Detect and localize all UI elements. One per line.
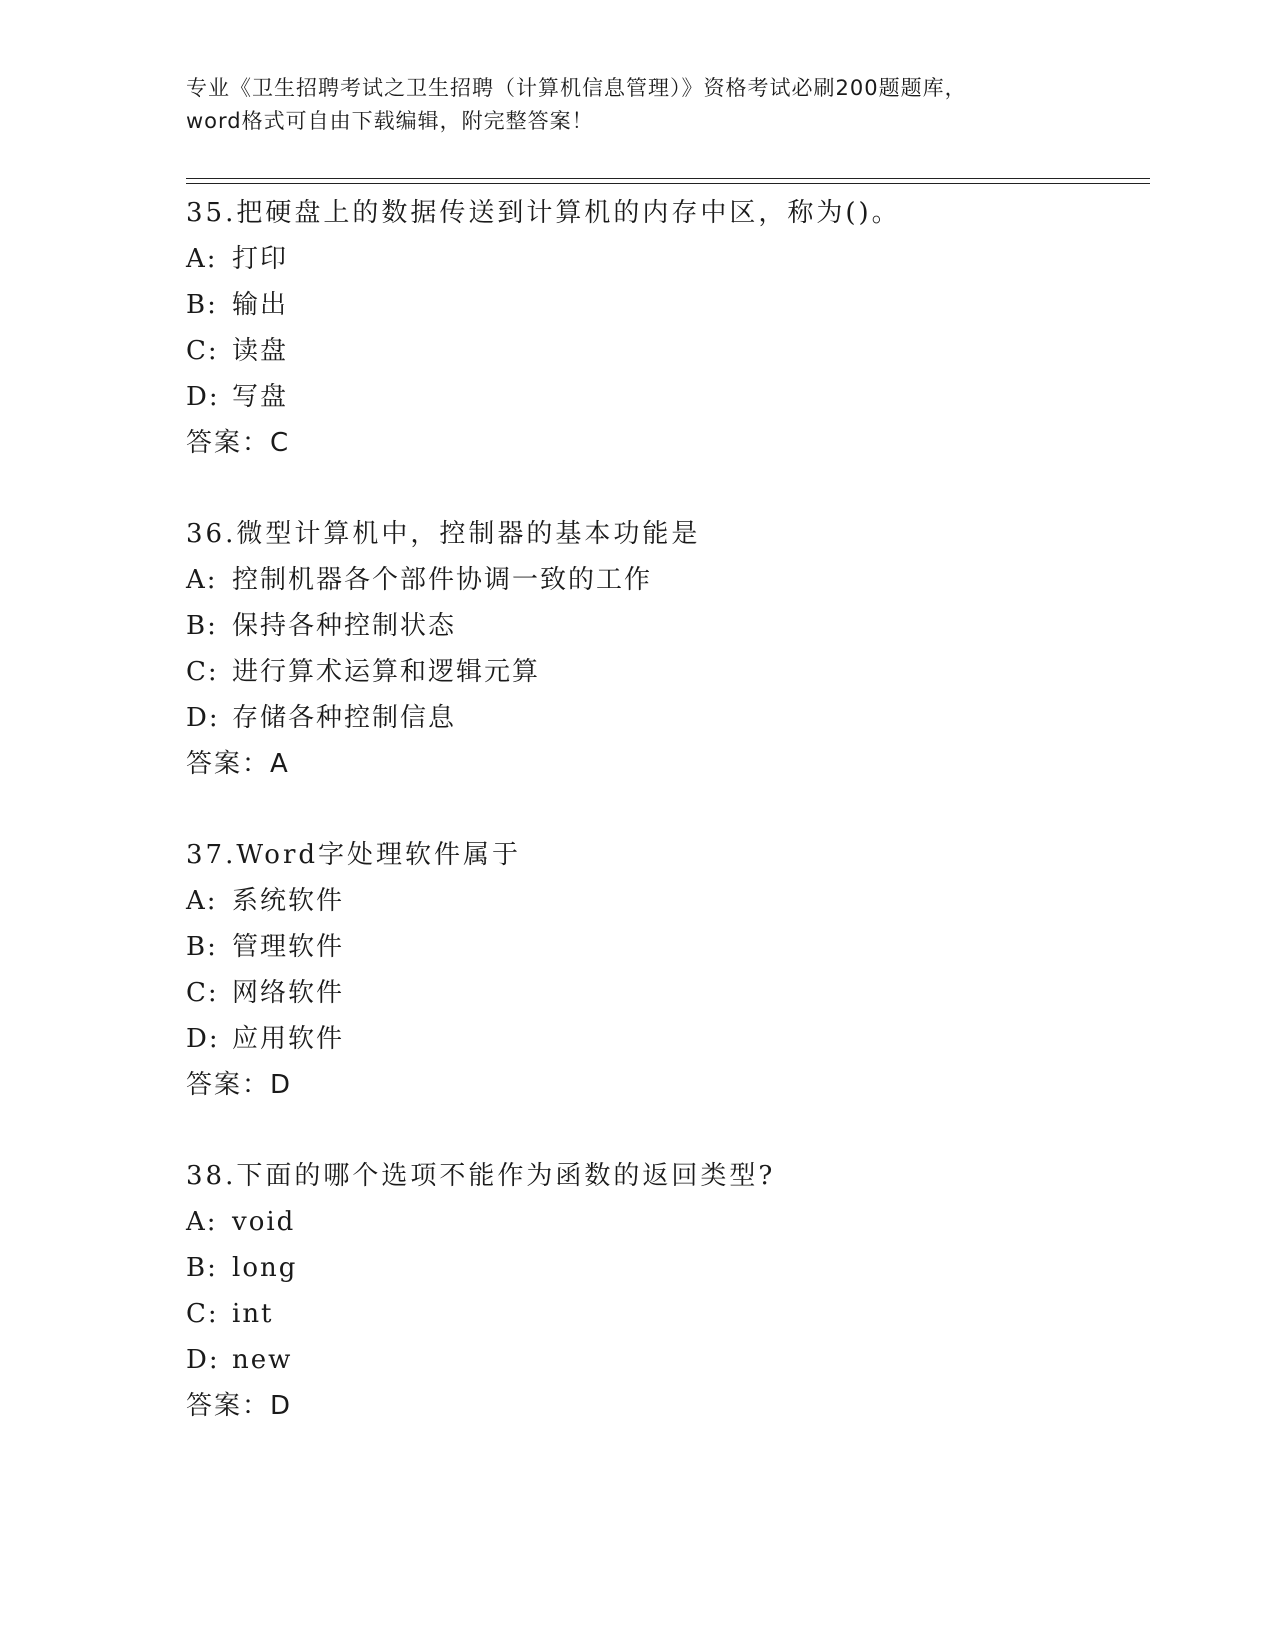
- option-c: [186, 970, 1146, 1016]
- option-a: [186, 878, 1146, 924]
- option-text: 系统软件: [232, 886, 345, 916]
- option-letter: A:: [186, 565, 218, 595]
- option-letter: D:: [186, 382, 220, 412]
- option-text: new: [232, 1345, 293, 1375]
- option-letter: C:: [186, 1299, 219, 1329]
- option-d: [186, 1337, 1146, 1383]
- option-letter: B:: [186, 290, 218, 320]
- option-d: [186, 374, 1146, 420]
- option-text: 控制机器各个部件协调一致的工作: [232, 565, 653, 595]
- option-text: 输出: [232, 290, 289, 320]
- option-c: [186, 1291, 1146, 1337]
- question-stem: 38.下面的哪个选项不能作为函数的返回类型?: [186, 1161, 776, 1191]
- header-divider-bottom: [186, 183, 1150, 184]
- option-letter: C:: [186, 657, 219, 687]
- option-text: 读盘: [232, 336, 289, 366]
- option-text: void: [232, 1207, 296, 1237]
- option-letter: A:: [186, 244, 218, 274]
- question-stem: 36.微型计算机中，控制器的基本功能是: [186, 519, 701, 549]
- option-c: [186, 649, 1146, 695]
- option-letter: B:: [186, 1253, 218, 1283]
- option-b: [186, 924, 1146, 970]
- option-text: 存储各种控制信息: [232, 703, 457, 733]
- question-stem: 37.Word字处理软件属于: [186, 840, 522, 870]
- option-text: 应用软件: [232, 1024, 345, 1054]
- document-header: [186, 72, 1086, 138]
- option-text: 管理软件: [232, 932, 345, 962]
- option-text: 打印: [232, 244, 289, 274]
- option-a: [186, 1199, 1146, 1245]
- option-b: [186, 603, 1146, 649]
- answer-line: 答案：D: [186, 1070, 293, 1100]
- option-letter: D:: [186, 703, 220, 733]
- option-letter: B:: [186, 611, 218, 641]
- option-d: [186, 695, 1146, 741]
- option-text: 进行算术运算和逻辑元算: [232, 657, 541, 687]
- option-letter: D:: [186, 1024, 220, 1054]
- question-stem: 35.把硬盘上的数据传送到计算机的内存中区，称为()。: [186, 198, 901, 228]
- header-line-2: word格式可自由下载编辑，附完整答案！: [186, 109, 594, 133]
- question-list: [186, 190, 1146, 1429]
- option-letter: A:: [186, 1207, 218, 1237]
- option-a: [186, 236, 1146, 282]
- option-letter: B:: [186, 932, 218, 962]
- option-text: 保持各种控制状态: [232, 611, 457, 641]
- option-text: int: [232, 1299, 274, 1329]
- option-a: [186, 557, 1146, 603]
- question-37: [186, 832, 1146, 1108]
- option-b: [186, 282, 1146, 328]
- option-letter: D:: [186, 1345, 220, 1375]
- header-divider-top: [186, 178, 1150, 179]
- option-letter: C:: [186, 336, 219, 366]
- option-text: long: [232, 1253, 298, 1283]
- option-letter: C:: [186, 978, 219, 1008]
- answer-line: 答案：D: [186, 1391, 293, 1421]
- question-35: [186, 190, 1146, 466]
- answer-line: 答案：C: [186, 428, 291, 458]
- question-38: [186, 1153, 1146, 1429]
- option-text: 网络软件: [232, 978, 345, 1008]
- option-letter: A:: [186, 886, 218, 916]
- question-36: [186, 511, 1146, 787]
- option-d: [186, 1016, 1146, 1062]
- option-b: [186, 1245, 1146, 1291]
- option-c: [186, 328, 1146, 374]
- option-text: 写盘: [232, 382, 289, 412]
- answer-line: 答案：A: [186, 749, 290, 779]
- header-line-1: 专业《卫生招聘考试之卫生招聘（计算机信息管理）》资格考试必刷200题题库，: [186, 76, 967, 100]
